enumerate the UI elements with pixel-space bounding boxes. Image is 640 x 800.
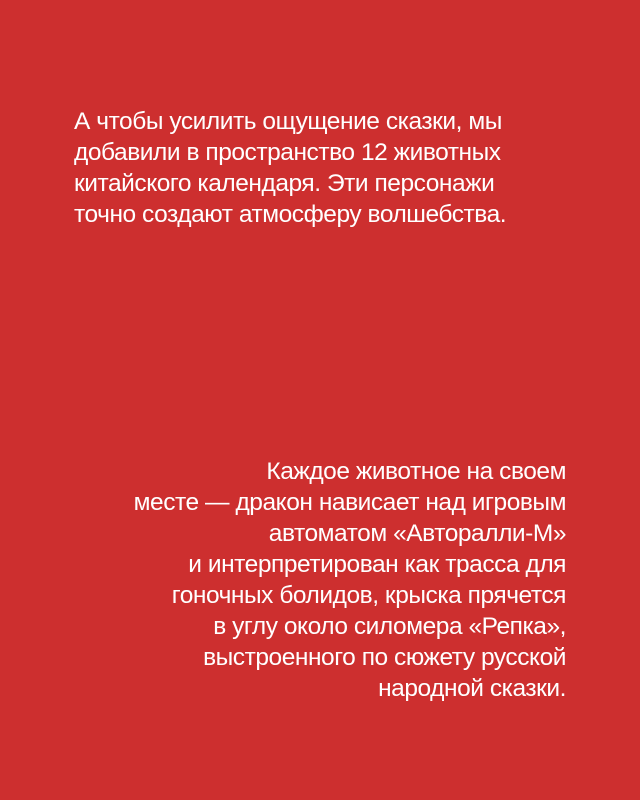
intro-paragraph	[74, 106, 506, 230]
detail-line: и интерпретирован как трасса для	[188, 551, 566, 578]
detail-line: народной сказки.	[378, 675, 566, 702]
detail-paragraph	[134, 456, 566, 704]
detail-line: автоматом «Авторалли-М»	[268, 520, 566, 547]
detail-line: в углу около силомера «Репка»,	[213, 613, 566, 640]
detail-line: месте — дракон нависает над игровым	[133, 489, 566, 516]
detail-line: выстроенного по сюжету русской	[203, 644, 566, 671]
intro-line: точно создают атмосферу волшебства.	[74, 201, 507, 228]
detail-line: Каждое животное на своем	[266, 458, 566, 485]
intro-line: А чтобы усилить ощущение сказки, мы	[74, 108, 502, 135]
detail-line: гоночных болидов, крыска прячется	[171, 582, 566, 609]
intro-line: добавили в пространство 12 животных	[74, 139, 501, 166]
intro-line: китайского календаря. Эти персонажи	[74, 170, 495, 197]
